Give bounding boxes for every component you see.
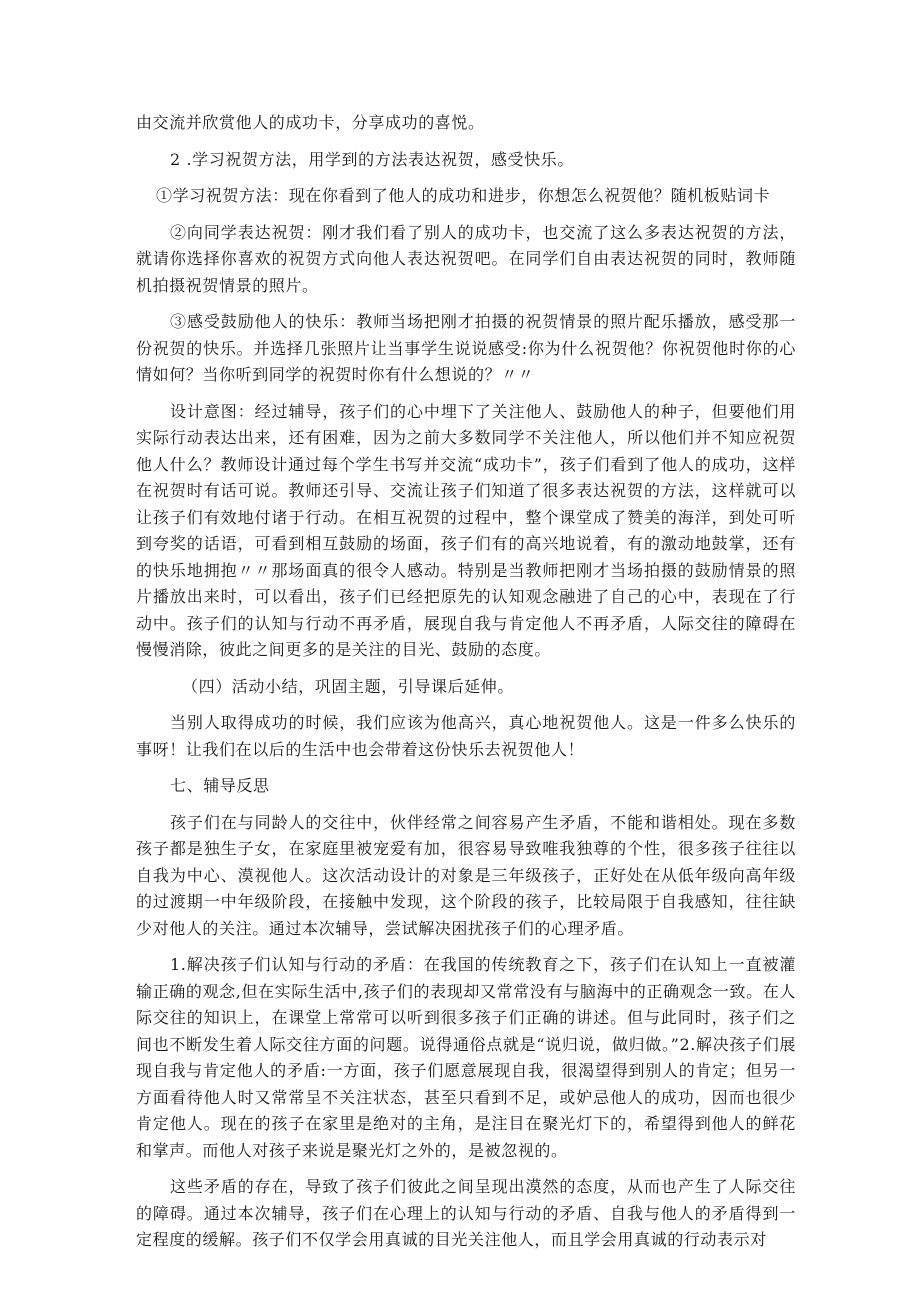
section-heading-summary: （四）活动小结，巩固主题，引导课后延伸。 [182, 676, 515, 696]
section-heading-reflection: 七、辅导反思 [170, 776, 270, 795]
paragraph-design-intent: 设计意图：经过辅导，孩子们的心中埋下了关注他人、鼓励他人的种子，但要他们用实际行动表达出来，还有困难，因为之前大多数同学不关注他人，所以他们并不知应祝贺他人什么？教师设计通过每个学生书写并交流“成功卡”，孩子们看到了他人的成功，这样在祝贺时有话可说。教师还引导、交流让孩子们知道了很多表达祝贺的方法，这样就可以让孩子们有效地付诸于行动。在相互祝贺的过程中，整个课堂成了赞美的海洋，到处可听到夸奖的话语，可看到相互鼓励的场面，孩子们有的高兴地说着，有的激动地鼓掌，还有的快乐地拥抱〃〃那场面真的很令人感动。特别是当教师把刚才当场拍摄的鼓励情景的照片播放出来时，可以看出，孩子们已经把原先的认知观念融进了自己的心中，表现在了行动中。孩子们的认知与行动不再矛盾，展现自我与肯定他人不再矛盾，人际交往的障碍在慢慢消除，彼此之间更多的是关注的目光、鼓励的态度。 [136, 401, 796, 659]
paragraph-1: 由交流并欣赏他人的成功卡，分享成功的喜悦。 [136, 113, 485, 132]
paragraph-5: ③感受鼓励他人的快乐：教师当场把刚才拍摄的祝贺情景的照片配乐播放，感受那一份祝贺的快乐。并选择几张照片让当事学生说说感受:你为什么祝贺他？你祝贺他时你的心情如何？当你听到同学的祝贺时你有什么想说的？〃〃 [136, 312, 796, 384]
paragraph-reflection-3: 这些矛盾的存在，导致了孩子们彼此之间呈现出漠然的态度，从而也产生了人际交往的障碍。通过本次辅导，孩子们在心理上的认知与行动的矛盾、自我与他人的矛盾得到一定程度的缓解。孩子们不仅学会用真诚的目光关注他人，而且学会用真诚的行动表示对 [136, 1177, 796, 1249]
paragraph-2: 2 .学习祝贺方法，用学到的方法表达祝贺，感受快乐。 [170, 149, 574, 169]
document-page [136, 110, 796, 1254]
paragraph-reflection-1: 孩子们在与同龄人的交往中，伙伴经常之间容易产生矛盾，不能和谐相处。现在多数孩子都是独生子女，在家庭里被宠爱有加，很容易导致唯我独尊的个性，很多孩子往往以自我为中心、漠视他人。这次活动设计的对象是三年级孩子，正好处在从低年级向高年级的过渡期一中年级阶段，在接触中发现，这个阶段的孩子，比较局限于自我感知，往往缺少对他人的关注。通过本次辅导，尝试解决困扰孩子们的心理矛盾。 [136, 812, 796, 938]
paragraph-summary: 当别人取得成功的时候，我们应该为他高兴，真心地祝贺他人。这是一件多么快乐的事呀！让我们在以后的生活中也会带着这份快乐去祝贺他人！ [136, 713, 796, 759]
paragraph-reflection-2: 1.解决孩子们认知与行动的矛盾：在我国的传统教育之下，孩子们在认知上一直被灌输正确的观念,但在实际生活中,孩子们的表现却又常常没有与脑海中的正确观念一致。在人际交往的知识上，在课堂上常常可以听到很多孩子们正确的讲述。但与此同时，孩子们之间也不断发生着人际交往方面的问题。说得通俗点就是“说归说，做归做。”2.解决孩子们展现自我与肯定他人的矛盾:一方面，孩子们愿意展现自我，很渴望得到别人的肯定；但另一方面看待他人时又常常呈不关注状态，甚至只看到不足，或妒忌他人的成功，因而也很少肯定他人。现在的孩子在家里是绝对的主角，是注目在聚光灯下的，希望得到他人的鲜花和掌声。而他人对孩子来说是聚光灯之外的，是被忽视的。 [136, 955, 796, 1160]
paragraph-4: ②向同学表达祝贺：刚才我们看了别人的成功卡，也交流了这么多表达祝贺的方法，就请你选择你喜欢的祝贺方式向他人表达祝贺吧。在同学们自由表达祝贺的同时，教师随机拍摄祝贺情景的照片。 [136, 222, 796, 295]
paragraph-3: ①学习祝贺方法：现在你看到了他人的成功和进步，你想怎么祝贺他？随机板贴词卡 [156, 186, 771, 205]
